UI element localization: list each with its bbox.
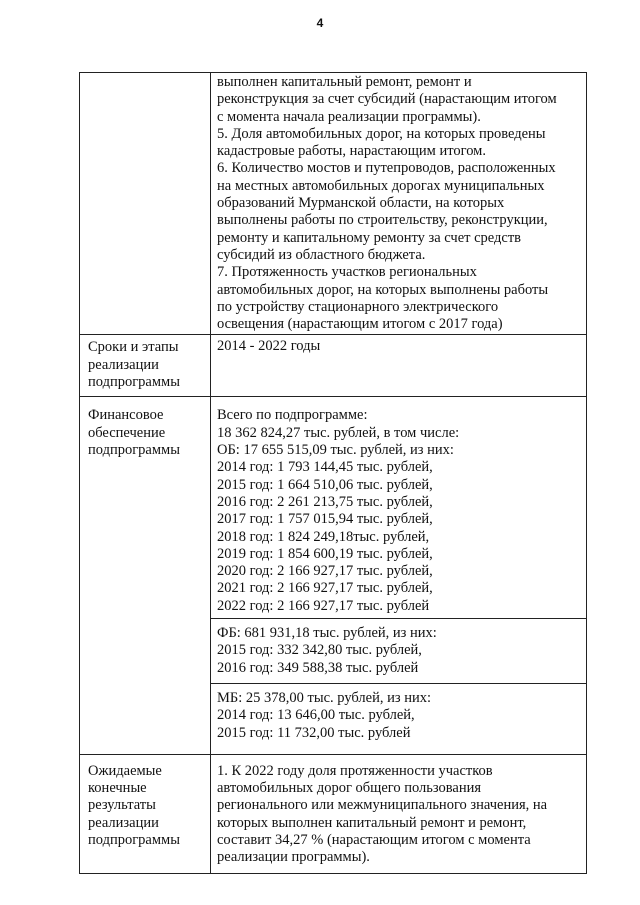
text-line: 2019 год: 1 854 600,19 тыс. рублей,: [217, 545, 433, 562]
finance-ob-text: [217, 407, 580, 615]
text-line: реконструкция за счет субсидий (нарастающим итогом: [217, 91, 557, 108]
text-line: 1. К 2022 году доля протяженности участков: [217, 762, 493, 779]
text-line: освещения (нарастающим итогом с 2017 года): [217, 316, 503, 333]
finance-label: [88, 407, 206, 459]
label-cell-terms: [80, 335, 211, 397]
text-line: с момента начала реализации программы).: [217, 108, 481, 125]
text-line: регионального или межмуниципального значения, на: [217, 797, 548, 814]
text-line: 18 362 824,27 тыс. рублей, в том числе:: [217, 424, 460, 441]
text-line: обеспечение: [88, 424, 166, 441]
text-line: 2015 год: 332 342,80 тыс. рублей,: [217, 642, 422, 659]
text-line: 2016 год: 349 588,38 тыс. рублей: [217, 659, 419, 676]
text-line: 2015 год: 1 664 510,06 тыс. рублей,: [217, 476, 433, 493]
text-line: ФБ: 681 931,18 тыс. рублей, из них:: [217, 625, 437, 642]
text-line: реализации: [88, 356, 159, 373]
text-line: подпрограммы: [88, 374, 180, 391]
text-line: подпрограммы: [88, 442, 180, 459]
value-cell-results: [211, 754, 587, 873]
text-line: реализации: [88, 814, 159, 831]
table-row-indicators: [80, 73, 587, 335]
text-line: Сроки и этапы: [88, 339, 179, 356]
label-cell-results: [80, 754, 211, 873]
passport-table: [79, 72, 587, 874]
text-line: 2016 год: 2 261 213,75 тыс. рублей,: [217, 493, 433, 510]
text-line: реализации программы).: [217, 849, 370, 866]
text-line: 2022 год: 2 166 927,17 тыс. рублей: [217, 597, 430, 614]
text-line: Финансовое: [88, 407, 164, 424]
results-label: [88, 763, 206, 849]
text-line: 2014 год: 1 793 144,45 тыс. рублей,: [217, 459, 433, 476]
value-cell-indicators: [211, 73, 587, 335]
text-line: Всего по подпрограмме:: [217, 407, 368, 424]
label-cell-finance: [80, 397, 211, 754]
text-line: 2017 год: 1 757 015,94 тыс. рублей,: [217, 511, 433, 528]
text-line: 2020 год: 2 166 927,17 тыс. рублей,: [217, 563, 433, 580]
text-line: субсидий из областного бюджета.: [217, 246, 426, 263]
terms-label: [88, 339, 206, 391]
text-line: подпрограммы: [88, 831, 180, 848]
text-line: 2014 год: 13 646,00 тыс. рублей,: [217, 707, 415, 724]
table-row-results: [80, 754, 587, 873]
terms-value: [217, 338, 580, 355]
text-line: на местных автомобильных дорогах муниципальных: [217, 177, 545, 194]
indicators-text: [217, 74, 580, 333]
finance-mb-text: [217, 690, 580, 742]
text-line: образований Мурманской области, на которых: [217, 195, 505, 212]
page-number: 4: [316, 16, 324, 30]
text-line: Ожидаемые: [88, 762, 162, 779]
finance-fb-text: [217, 625, 580, 677]
text-line: выполнены работы по строительству, реконструкции,: [217, 212, 548, 229]
results-text: [217, 763, 580, 867]
text-line: 6. Количество мостов и путепроводов, расположенных: [217, 160, 556, 177]
text-line: ремонту и капитальному ремонту за счет средств: [217, 229, 522, 246]
text-line: кадастровые работы, нарастающим итогом.: [217, 143, 486, 160]
text-line: 2015 год: 11 732,00 тыс. рублей: [217, 724, 411, 741]
text-line: составит 34,27 % (нарастающим итогом с момента: [217, 831, 531, 848]
text-line: 2018 год: 1 824 249,18тыс. рублей,: [217, 528, 430, 545]
value-cell-terms: [211, 335, 587, 397]
text-line: МБ: 25 378,00 тыс. рублей, из них:: [217, 689, 431, 706]
table-row-finance-ob: [80, 397, 587, 619]
value-cell-finance-mb: [211, 683, 587, 754]
text-line: 2021 год: 2 166 927,17 тыс. рублей,: [217, 580, 433, 597]
text-line: которых выполнен капитальный ремонт и ремонт,: [217, 814, 527, 831]
text-line: автомобильных дорог общего пользования: [217, 780, 482, 797]
text-line: результаты: [88, 797, 156, 814]
table-row-terms: [80, 335, 587, 397]
text-line: по устройству стационарного электрического: [217, 298, 499, 315]
text-line: автомобильных дорог, на которых выполнены работы: [217, 281, 549, 298]
value-cell-finance-ob: [211, 397, 587, 619]
text-line: конечные: [88, 780, 147, 797]
text-line: 5. Доля автомобильных дорог, на которых проведены: [217, 125, 546, 142]
text-line: 7. Протяженность участков региональных: [217, 264, 477, 281]
text-line: выполнен капитальный ремонт, ремонт и: [217, 74, 472, 90]
text-line: 2014 - 2022 годы: [217, 338, 321, 355]
value-cell-finance-fb: [211, 619, 587, 684]
label-cell-indicators: [80, 73, 211, 335]
text-line: ОБ: 17 655 515,09 тыс. рублей, из них:: [217, 442, 454, 459]
